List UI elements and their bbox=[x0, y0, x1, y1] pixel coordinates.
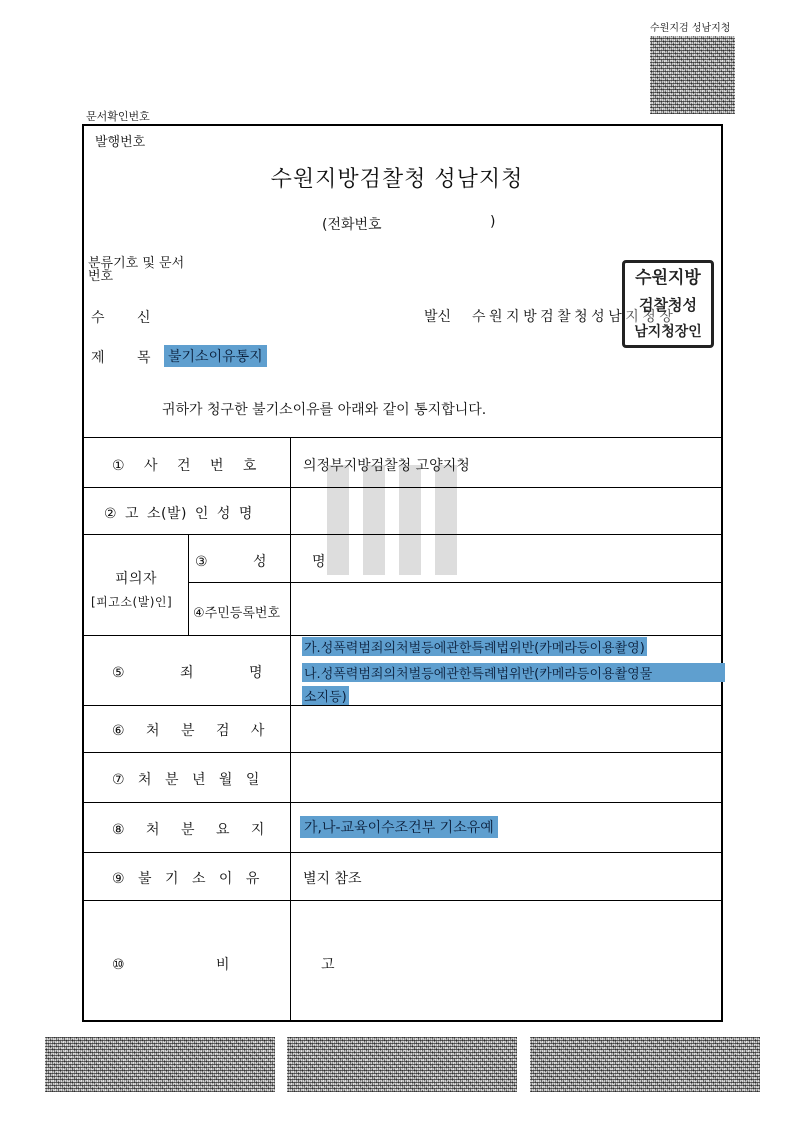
sender-value: 수원지방검찰청성남지청장 bbox=[472, 309, 677, 325]
sender-label: 발신 bbox=[424, 309, 452, 325]
complainant-label: ② 고 소(발) 인 성 명 bbox=[104, 506, 253, 522]
charge-line-1: 가.성폭력범죄의처벌등에관한특례법위반(카메라등이용촬영) bbox=[302, 637, 647, 656]
official-seal bbox=[622, 260, 714, 348]
seal-line-3: 남지청장인 bbox=[634, 324, 702, 340]
disposition-label: ⑧ 처 분 요 지 bbox=[112, 822, 265, 838]
table-divider bbox=[188, 534, 189, 635]
table-divider bbox=[290, 437, 291, 1021]
subject-value: 불기소이유통지 bbox=[164, 345, 267, 367]
charge-line-3: 소지등) bbox=[302, 686, 349, 705]
suspect-group-label: 피의자 bbox=[115, 571, 158, 587]
reason-value: 별지 참조 bbox=[303, 871, 362, 887]
reason-label: ⑨ 불 기 소 이 유 bbox=[112, 871, 260, 887]
phone-open: (전화번호 bbox=[322, 217, 382, 233]
suspect-group-sub: [피고소(발)인] bbox=[91, 595, 173, 609]
classification-label: 분류기호 및 문서번호 bbox=[88, 256, 185, 284]
seal-line-1: 수원지방 bbox=[635, 268, 701, 288]
suspect-id-label: ④주민등록번호 bbox=[193, 606, 281, 621]
charge-line-2: 나.성폭력범죄의처벌등에관한특례법위반(카메라등이용촬영물 bbox=[302, 663, 725, 682]
table-line bbox=[188, 582, 723, 583]
seal-line-2: 검찰청성 bbox=[639, 296, 697, 314]
subject-label: 제 목 bbox=[91, 350, 151, 366]
table-line bbox=[82, 752, 723, 753]
table-line bbox=[82, 487, 723, 488]
case-number-value: 의정부지방검찰청 고양지청 bbox=[303, 458, 470, 474]
charge-label: ⑤ 죄 명 bbox=[112, 665, 263, 681]
date-label: ⑦ 처 분 년 월 일 bbox=[112, 772, 260, 788]
table-line bbox=[82, 852, 723, 853]
remarks-label: ⑩ 비 고 bbox=[112, 957, 335, 973]
table-line bbox=[82, 635, 723, 636]
qr-code-top bbox=[650, 36, 735, 114]
table-line bbox=[82, 534, 723, 535]
doc-check-number-label: 문서확인번호 bbox=[86, 110, 150, 123]
org-title: 수원지방검찰청 성남지청 bbox=[270, 167, 524, 192]
disposition-value: 가,나-교육이수조건부 기소유예 bbox=[300, 816, 498, 838]
table-line bbox=[82, 437, 723, 438]
recipient-label: 수 신 bbox=[91, 310, 151, 326]
table-line bbox=[82, 900, 723, 901]
issue-number-label: 발행번호 bbox=[95, 135, 146, 150]
barcode-right bbox=[530, 1037, 760, 1092]
suspect-name-label: ③ 성 명 bbox=[195, 554, 326, 570]
intro-text: 귀하가 청구한 불기소이유를 아래와 같이 통지합니다. bbox=[162, 402, 487, 418]
prosecutor-label: ⑥ 처 분 검 사 bbox=[112, 723, 265, 739]
top-right-label: 수원지검 성남지청 bbox=[650, 23, 731, 34]
watermark-logo bbox=[323, 465, 483, 585]
barcode-left bbox=[45, 1037, 275, 1092]
barcode-middle bbox=[287, 1037, 517, 1092]
table-line bbox=[82, 705, 723, 706]
case-number-label: ① 사 건 번 호 bbox=[112, 458, 257, 474]
phone-close: ) bbox=[490, 214, 496, 230]
table-line bbox=[82, 802, 723, 803]
